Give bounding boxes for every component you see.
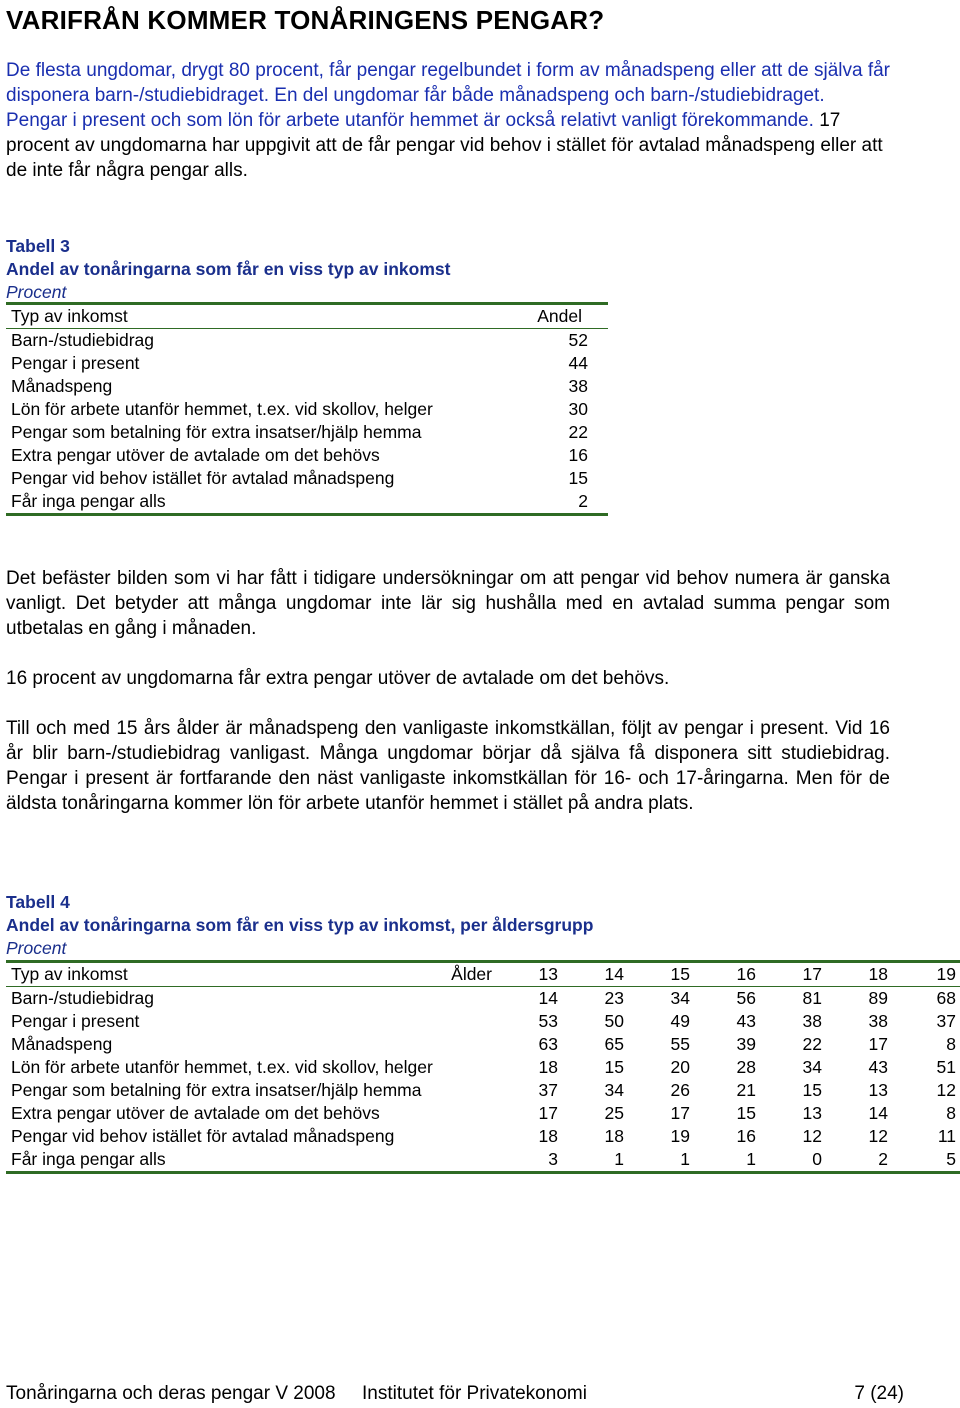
body-paragraph-2: 16 procent av ungdomarna får extra pengar utöver de avtalade om det behövs. <box>6 668 670 689</box>
row-value: 3 <box>496 1148 562 1173</box>
row-value: 39 <box>736 1034 756 1054</box>
row-value: 38 <box>568 376 588 396</box>
row-value: 34 <box>604 1080 624 1100</box>
table-row <box>6 421 608 444</box>
row-label: Barn-/studiebidrag <box>11 330 154 350</box>
row-label: Pengar vid behov istället för avtalad månadspeng <box>11 1126 395 1146</box>
table-row <box>6 1148 960 1173</box>
row-value: 49 <box>670 1011 690 1031</box>
table3-header-type: Typ av inkomst <box>6 304 506 329</box>
row-value: 56 <box>736 988 756 1008</box>
row-value: 34 <box>670 988 690 1008</box>
table4-header-19: 19 <box>892 962 960 987</box>
table-row <box>6 375 608 398</box>
table3-unit: Procent <box>6 282 67 302</box>
row-value: 8 <box>946 1034 956 1054</box>
row-value: 14 <box>538 988 558 1008</box>
row-value: 20 <box>670 1057 690 1077</box>
row-value: 17 <box>868 1034 888 1054</box>
table4-header-type: Typ av inkomst <box>6 962 436 987</box>
table3-label: Tabell 3 <box>6 236 70 256</box>
row-value: 37 <box>538 1080 558 1100</box>
row-value: 30 <box>568 399 588 419</box>
table4-header-age: Ålder <box>436 962 496 987</box>
row-label: Pengar i present <box>11 353 140 373</box>
row-value: 18 <box>538 1126 558 1146</box>
table4-header-14: 14 <box>562 962 628 987</box>
row-value: 68 <box>936 988 956 1008</box>
table-row <box>6 1125 960 1148</box>
row-value: 19 <box>670 1126 690 1146</box>
row-value: 15 <box>736 1103 756 1123</box>
row-value: 15 <box>568 468 588 488</box>
table-row <box>6 1102 960 1125</box>
row-value: 51 <box>936 1057 956 1077</box>
row-label: Får inga pengar alls <box>6 490 506 515</box>
table-row <box>6 329 608 353</box>
row-value: 2 <box>506 490 608 515</box>
row-label: Månadspeng <box>11 1034 113 1054</box>
footer-page-number: 7 (24) <box>854 1383 904 1404</box>
row-value: 55 <box>670 1034 690 1054</box>
row-value: 16 <box>568 445 588 465</box>
row-value: 37 <box>936 1011 956 1031</box>
table4-header-13: 13 <box>496 962 562 987</box>
table4-header-18: 18 <box>826 962 892 987</box>
table-row <box>6 987 960 1011</box>
row-value: 1 <box>628 1148 694 1173</box>
row-value: 12 <box>868 1126 888 1146</box>
row-value: 1 <box>562 1148 628 1173</box>
table3-header-share: Andel <box>506 304 608 329</box>
table3-caption <box>6 235 450 304</box>
row-value: 14 <box>868 1103 888 1123</box>
table-row <box>6 444 608 467</box>
row-value: 65 <box>604 1034 624 1054</box>
body-paragraph-1: Det befäster bilden som vi har fått i tidigare undersökningar om att pengar vid behov numera är ganska vanligt. Det betyder att många ungdomar inte lär sig hushålla med en avtalad summa pengar som utbetalas en gång i månaden. <box>6 568 890 639</box>
row-value: 28 <box>736 1057 756 1077</box>
row-value: 0 <box>760 1148 826 1173</box>
intro-paragraph <box>6 58 890 183</box>
row-value: 18 <box>538 1057 558 1077</box>
table-row <box>6 467 608 490</box>
table-row <box>6 398 608 421</box>
table-row <box>6 1033 960 1056</box>
row-value: 22 <box>802 1034 822 1054</box>
table-row <box>6 1010 960 1033</box>
row-value: 22 <box>568 422 588 442</box>
row-value: 50 <box>604 1011 624 1031</box>
row-value: 2 <box>826 1148 892 1173</box>
row-value: 12 <box>802 1126 822 1146</box>
table4-header-row <box>6 962 960 987</box>
footer-title: Tonåringarna och deras pengar V 2008 <box>6 1383 336 1404</box>
row-label: Pengar som betalning för extra insatser/hjälp hemma <box>11 422 422 442</box>
row-value: 25 <box>604 1103 624 1123</box>
table4-header-15: 15 <box>628 962 694 987</box>
row-value: 17 <box>670 1103 690 1123</box>
table3 <box>6 302 608 516</box>
table-row <box>6 490 608 515</box>
row-value: 17 <box>538 1103 558 1123</box>
row-value: 63 <box>538 1034 558 1054</box>
table3-title: Andel av tonåringarna som får en viss typ av inkomst <box>6 259 451 279</box>
row-label: Lön för arbete utanför hemmet, t.ex. vid skollov, helger <box>11 399 433 419</box>
row-value: 1 <box>694 1148 760 1173</box>
row-label: Barn-/studiebidrag <box>11 988 154 1008</box>
row-label: Pengar som betalning för extra insatser/hjälp hemma <box>11 1080 422 1100</box>
body-paragraph-3: Till och med 15 års ålder är månadspeng den vanligaste inkomstkällan, följt av pengar i present. Vid 16 år blir barn-/studiebidrag vanligast. Många ungdomar börjar då själva få disponera sitt studiebidrag. Pengar i present är fortfarande den näst vanligaste inkomstkällan för 16- och 17-åringarna. Men för de äldsta tonåringarna kommer lön för arbete utanför hemmet i stället på andra plats. <box>6 718 890 814</box>
row-value: 5 <box>892 1148 960 1173</box>
row-label: Får inga pengar alls <box>6 1148 496 1173</box>
table4-label: Tabell 4 <box>6 892 70 912</box>
row-value: 12 <box>936 1080 956 1100</box>
row-value: 44 <box>568 353 588 373</box>
row-value: 23 <box>604 988 624 1008</box>
row-label: Pengar i present <box>11 1011 140 1031</box>
row-value: 43 <box>868 1057 888 1077</box>
row-value: 89 <box>868 988 888 1008</box>
table4-caption <box>6 891 593 960</box>
footer-org: Institutet för Privatekonomi <box>362 1383 587 1404</box>
table4-unit: Procent <box>6 938 67 958</box>
table-row <box>6 1079 960 1102</box>
table-row <box>6 352 608 375</box>
row-value: 43 <box>736 1011 756 1031</box>
table4 <box>6 960 960 1174</box>
row-value: 21 <box>736 1080 756 1100</box>
table4-header-17: 17 <box>760 962 826 987</box>
row-value: 53 <box>538 1011 558 1031</box>
table4-title: Andel av tonåringarna som får en viss typ av inkomst, per åldersgrupp <box>6 915 594 935</box>
row-value: 18 <box>604 1126 624 1146</box>
row-value: 11 <box>937 1126 956 1146</box>
row-label: Månadspeng <box>11 376 113 396</box>
row-value: 8 <box>946 1103 956 1123</box>
row-label: Extra pengar utöver de avtalade om det behövs <box>11 445 380 465</box>
table-row <box>6 1056 960 1079</box>
table3-header-row <box>6 304 608 329</box>
page-heading: VARIFRÅN KOMMER TONÅRINGENS PENGAR? <box>6 5 605 35</box>
row-label: Pengar vid behov istället för avtalad månadspeng <box>11 468 395 488</box>
row-value: 38 <box>802 1011 822 1031</box>
row-label: Lön för arbete utanför hemmet, t.ex. vid skollov, helger <box>11 1057 433 1077</box>
table4-header-16: 16 <box>694 962 760 987</box>
intro-text: 17 procent av ungdomarna har uppgivit att de får pengar vid behov i stället för avtalad månadspeng eller att de inte får några pengar alls. <box>6 110 883 181</box>
row-value: 52 <box>568 330 588 350</box>
row-value: 34 <box>802 1057 822 1077</box>
row-value: 81 <box>802 988 822 1008</box>
row-value: 13 <box>802 1103 822 1123</box>
row-value: 26 <box>670 1080 690 1100</box>
row-value: 13 <box>868 1080 888 1100</box>
intro-text-highlighted: De flesta ungdomar, drygt 80 procent, får pengar regelbundet i form av månadspeng eller att de själva får disponera barn-/studiebidraget. En del ungdomar får både månadspeng och barn-/studiebidraget. Pengar i present och som lön för arbete utanför hemmet är också relativt vanligt förekommande. <box>6 60 891 131</box>
row-value: 15 <box>604 1057 624 1077</box>
row-value: 38 <box>868 1011 888 1031</box>
row-value: 15 <box>802 1080 822 1100</box>
row-label: Extra pengar utöver de avtalade om det behövs <box>11 1103 380 1123</box>
row-value: 16 <box>736 1126 756 1146</box>
